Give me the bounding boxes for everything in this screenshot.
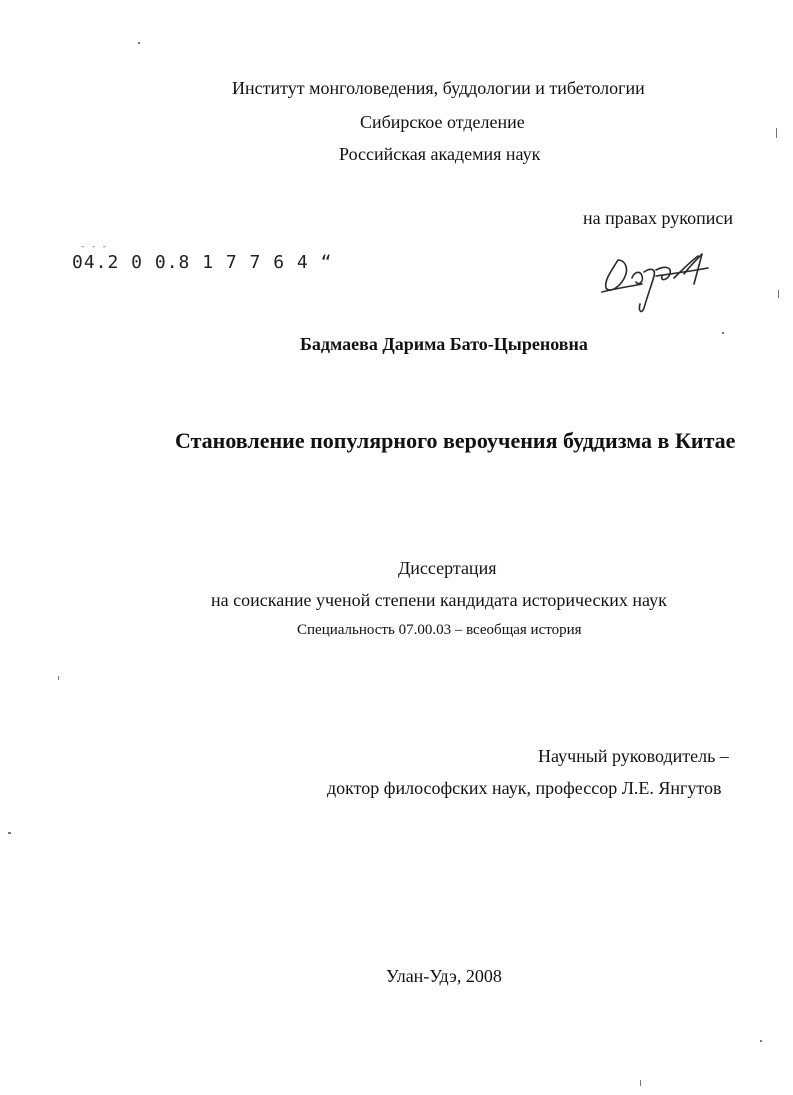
scan-speck — [778, 290, 779, 298]
institution-name: Институт монголоведения, буддологии и тибетологии — [232, 78, 645, 98]
author-name: Бадмаева Дарима Бато-Цыреновна — [300, 334, 588, 354]
scan-speck — [8, 832, 11, 834]
institution-branch: Сибирское отделение — [360, 112, 525, 132]
scan-speck — [776, 128, 777, 138]
scan-speck — [760, 1040, 762, 1042]
degree-line: на соискание ученой степени кандидата исторических наук — [211, 590, 667, 610]
scan-speck — [138, 42, 140, 44]
city-year: Улан-Удэ, 2008 — [386, 966, 502, 986]
archive-stamp-number — [72, 242, 333, 273]
dissertation-title: Становление популярного вероучения буддизма в Китае — [175, 428, 736, 453]
scan-speck — [722, 332, 724, 334]
specialty-line: Специальность 07.00.03 – всеобщая история — [297, 622, 582, 638]
supervisor-label: Научный руководитель – — [538, 746, 729, 766]
manuscript-note: на правах рукописи — [583, 208, 733, 228]
stamp-number: 04.2 0 0.8 1 7 7 6 4 — [72, 252, 309, 273]
institution-academy: Российская академия наук — [339, 144, 541, 164]
supervisor-name: доктор философских наук, профессор Л.Е. Янгутов — [327, 778, 722, 798]
stamp-mark: “ — [308, 252, 333, 273]
scan-speck — [640, 1080, 641, 1086]
signature-icon — [598, 248, 713, 318]
document-type: Диссертация — [398, 558, 497, 578]
scan-speck — [58, 676, 59, 680]
stamp-ticks: - - - — [80, 242, 108, 252]
